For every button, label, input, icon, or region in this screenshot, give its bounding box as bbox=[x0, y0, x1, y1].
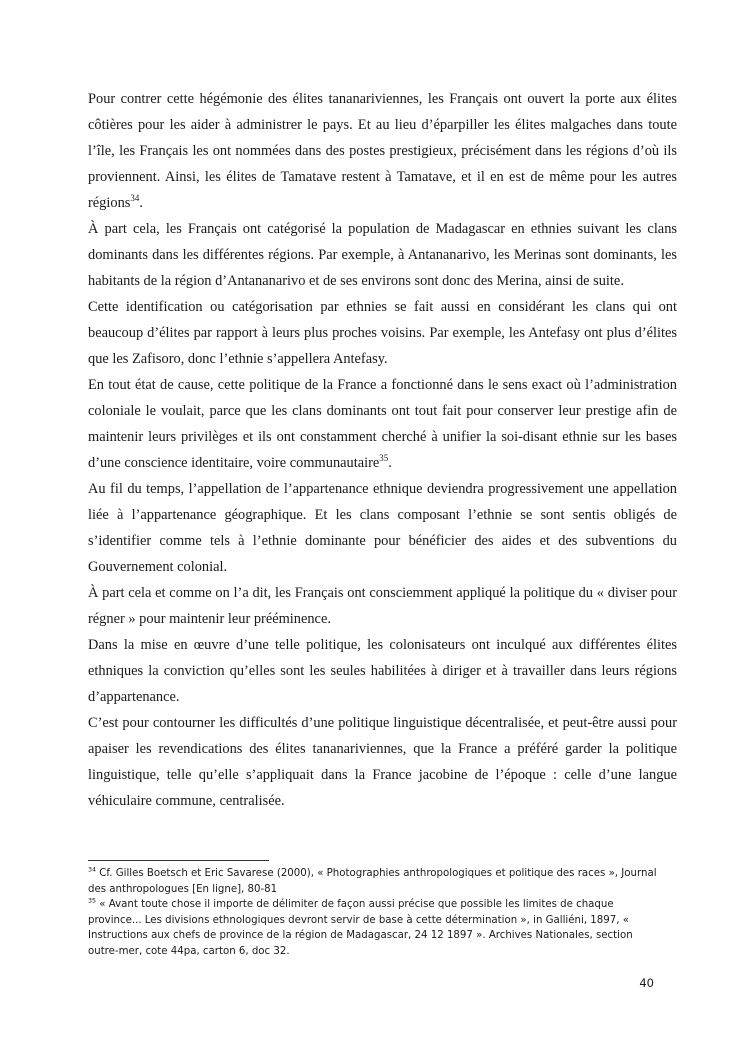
paragraph: À part cela, les Français ont catégorisé la population de Madagascar en ethnies suivant les clans dominants dans les différentes régions. Par exemple, à Antananarivo, les Merinas sont dominants, les habitants de la région d’Antananarivo et de ses environs sont donc des Merina, ainsi de suite. bbox=[88, 221, 677, 289]
paragraph: Au fil du temps, l’appellation de l’appartenance ethnique deviendra progressivement une appellation liée à l’appartenance géographique. Et les clans composant l’ethnie se sont sentis obligés de s’identifier comme tels à l’ethnie dominante pour bénéficier des aides et des subventions du Gouvernement colonial. bbox=[88, 481, 677, 575]
footnote-reference: 34 bbox=[130, 193, 140, 204]
footnote-reference: 35 bbox=[379, 453, 389, 464]
paragraph: Pour contrer cette hégémonie des élites tananariviennes, les Français ont ouvert la porte aux élites côtières pour les aider à administrer le pays. Et au lieu d’éparpiller les élites malgaches dans toute l’île, les Français les ont nommées dans des postes prestigieux, précisément dans les régions d’où ils proviennent. Ainsi, les élites de Tamatave restent à Tamatave, et il en est de même pour les autres régions$^{34}$. bbox=[88, 91, 677, 211]
footnote-number: 34 bbox=[88, 866, 97, 874]
paragraph: C’est pour contourner les difficultés d’une politique linguistique décentralisée, et peut-être aussi pour apaiser les revendications des élites tananariviennes, que la France a préféré garder la politique linguistique, telle qu’elle s’appliquait dans la France jacobine de l’époque : celle d’une langue véhiculaire commune, centralisée. bbox=[88, 715, 677, 809]
body-text bbox=[88, 86, 677, 814]
page-number: 40 bbox=[639, 976, 654, 990]
footnote bbox=[88, 897, 665, 959]
footnote bbox=[88, 866, 665, 897]
footnotes bbox=[88, 866, 665, 960]
footnote-text: Cf. Gilles Boetsch et Eric Savarese (2000), « Photographies anthropologiques et politique des races », Journal des anthropologues [En ligne], 80-81 bbox=[88, 868, 657, 895]
paragraph: Cette identification ou catégorisation par ethnies se fait aussi en considérant les clans qui ont beaucoup d’élites par rapport à leurs plus proches voisins. Par exemple, les Antefasy ont plus d’élites que les Zafisoro, donc l’ethnie s’appellera Antefasy. bbox=[88, 299, 677, 367]
paragraph: En tout état de cause, cette politique de la France a fonctionné dans le sens exact où l’administration coloniale le voulait, parce que les clans dominants ont tout fait pour conserver leur prestige afin de maintenir leurs privilèges et ils ont constamment cherché à unifier la soi-disant ethnie sur les bases d’une conscience identitaire, voire communautaire$^{35}$. bbox=[88, 377, 677, 471]
paragraph: Dans la mise en œuvre d’une telle politique, les colonisateurs ont inculqué aux différentes élites ethniques la conviction qu’elles sont les seules habilitées à diriger et à travailler dans leurs régions d’appartenance. bbox=[88, 637, 677, 705]
footnote-text: « Avant toute chose il importe de délimiter de façon aussi précise que possible les limites de chaque province... Les divisions ethnologiques devront servir de base à cette détermination », in Galliéni, 1897, « Instructions aux chefs de province de la région de Madagascar, 24 12 1897 ». Archives Nationales, section outre-mer, cote 44pa, carton 6, doc 32. bbox=[88, 899, 633, 957]
paragraph: À part cela et comme on l’a dit, les Français ont consciemment appliqué la politique du « diviser pour régner » pour maintenir leur prééminence. bbox=[88, 585, 677, 627]
footnote-separator bbox=[88, 860, 269, 861]
footnote-number: 35 bbox=[88, 897, 97, 905]
